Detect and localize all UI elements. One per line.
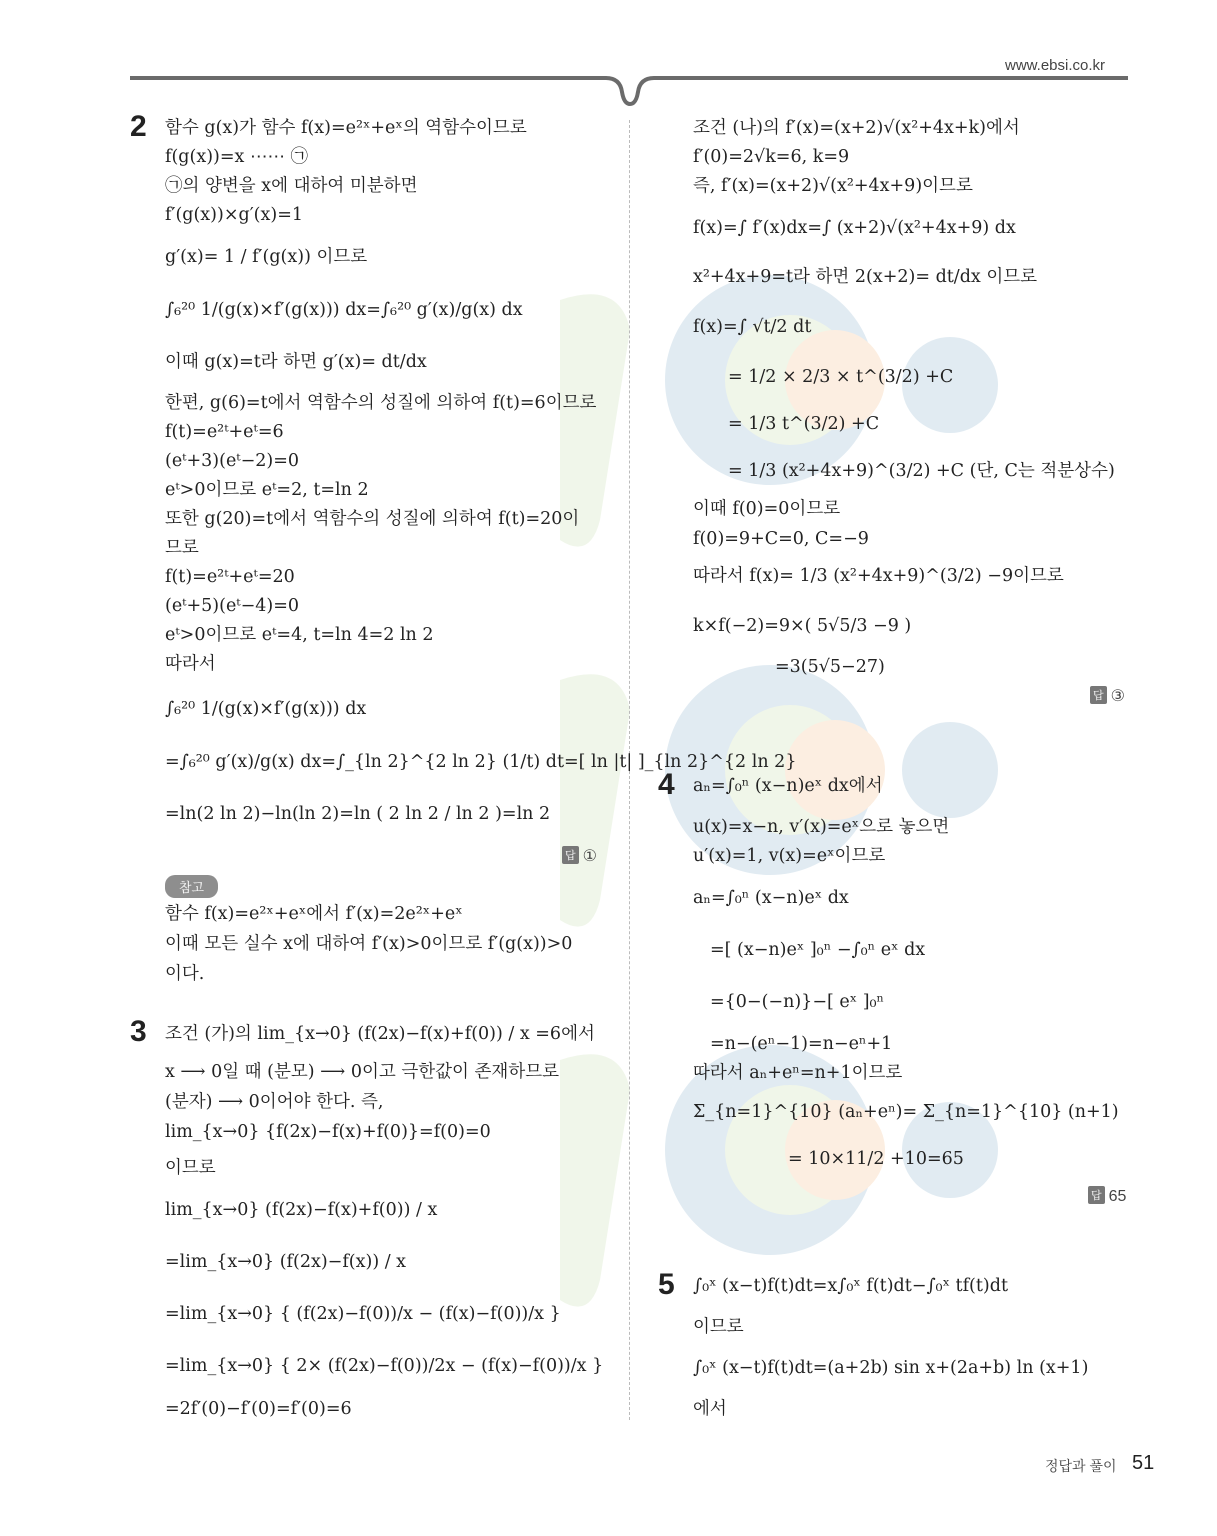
solution-line: 즉, f′(x)=(x+2)√(x²+4x+9)이므로	[693, 176, 973, 196]
solution-line: f(t)=e²ᵗ+eᵗ=20	[165, 567, 295, 587]
solution-line: 한편, g(6)=t에서 역함수의 성질에 의하여 f(t)=6이므로	[165, 393, 597, 413]
solution-line: =lim_{x→0} { 2× (f(2x)−f(0))/2x − (f(x)−f(0))/x }	[165, 1356, 604, 1376]
note-line: 함수 f(x)=e²ˣ+eˣ에서 f′(x)=2e²ˣ+eˣ	[165, 904, 463, 924]
answer-label: 답	[1088, 1186, 1105, 1204]
solution-line: =3(5√5−27)	[775, 657, 885, 677]
solution-line: ∫₆²⁰ 1/(g(x)×f′(g(x))) dx=∫₆²⁰ g′(x)/g(x) dx	[165, 300, 523, 320]
solution-line: Σ_{n=1}^{10} (aₙ+eⁿ)= Σ_{n=1}^{10} (n+1)	[693, 1102, 1119, 1122]
solution-line: = 1/3 t^(3/2) +C	[728, 414, 880, 434]
solution-line: aₙ=∫₀ⁿ (x−n)eˣ dx	[693, 888, 849, 908]
solution-line: ㉠의 양변을 x에 대하여 미분하면	[165, 176, 418, 196]
solution-line: =n−(eⁿ−1)=n−eⁿ+1	[710, 1034, 893, 1054]
solution-line: =∫₆²⁰ g′(x)/g(x) dx=∫_{ln 2}^{2 ln 2} (1/t) dt=[ ln |t| ]_{ln 2}^{2 ln 2}	[165, 752, 797, 772]
solution-line: lim_{x→0} {f(2x)−f(x)+f(0)}=f(0)=0	[165, 1122, 491, 1142]
solution-line: ∫₆²⁰ 1/(g(x)×f′(g(x))) dx	[165, 699, 367, 719]
solution-line: eᵗ>0이므로 eᵗ=2, t=ln 2	[165, 480, 369, 500]
answer-label: 답	[1090, 686, 1107, 704]
solution-line: u′(x)=1, v(x)=eˣ이므로	[693, 846, 886, 866]
solution-line: ={0−(−n)}−[ eˣ ]₀ⁿ	[710, 992, 885, 1012]
solution-line: 따라서	[165, 654, 216, 674]
solution-line: =[ (x−n)eˣ ]₀ⁿ −∫₀ⁿ eˣ dx	[710, 940, 926, 960]
solution-line: eᵗ>0이므로 eᵗ=4, t=ln 4=2 ln 2	[165, 625, 434, 645]
problem-number: 3	[130, 1015, 147, 1048]
solution-line: =2f′(0)−f′(0)=f′(0)=6	[165, 1399, 352, 1419]
solution-line: 또한 g(20)=t에서 역함수의 성질에 의하여 f(t)=20이	[165, 509, 580, 529]
solution-line: ∫₀ˣ (x−t)f(t)dt=(a+2b) sin x+(2a+b) ln (x+1)	[693, 1358, 1089, 1378]
answer-marker	[1090, 686, 1125, 706]
solution-line: =lim_{x→0} (f(2x)−f(x)) / x	[165, 1252, 407, 1272]
solution-line: x²+4x+9=t라 하면 2(x+2)= dt/dx 이므로	[693, 267, 1038, 287]
solution-line: 이때 f(0)=0이므로	[693, 499, 841, 519]
solution-line: =ln(2 ln 2)−ln(ln 2)=ln ( 2 ln 2 / ln 2 )=ln 2	[165, 804, 551, 824]
solution-line: = 1/2 × 2/3 × t^(3/2) +C	[728, 367, 954, 387]
solution-line: 함수 g(x)가 함수 f(x)=e²ˣ+eˣ의 역함수이므로	[165, 118, 527, 138]
footer-label: 정답과 풀이	[1045, 1458, 1117, 1474]
solution-line: 조건 (가)의 lim_{x→0} (f(2x)−f(x)+f(0)) / x =6에서	[165, 1024, 595, 1044]
solution-line: f(0)=9+C=0, C=−9	[693, 529, 869, 549]
solution-line: 따라서 f(x)= 1/3 (x²+4x+9)^(3/2) −9이므로	[693, 566, 1064, 586]
note-line: 이때 모든 실수 x에 대하여 f′(x)>0이므로 f′(g(x))>0	[165, 934, 573, 954]
note-line: 이다.	[165, 964, 205, 984]
solution-line: 므로	[165, 538, 199, 558]
solution-line: f(x)=∫ √t/2 dt	[693, 317, 812, 337]
solution-line: f(t)=e²ᵗ+eᵗ=6	[165, 422, 284, 442]
solution-line: (eᵗ+5)(eᵗ−4)=0	[165, 596, 300, 616]
solution-line: 조건 (나)의 f′(x)=(x+2)√(x²+4x+k)에서	[693, 118, 1020, 138]
answer-marker	[1088, 1186, 1126, 1206]
solution-line: f(g(x))=x ⋯⋯ ㉠	[165, 147, 309, 167]
problem-number: 5	[658, 1268, 675, 1301]
page-number: 51	[1132, 1452, 1155, 1474]
solution-line: f′(g(x))×g′(x)=1	[165, 205, 303, 225]
solution-line: 이므로	[165, 1158, 216, 1178]
solution-line: 따라서 aₙ+eⁿ=n+1이므로	[693, 1063, 903, 1083]
solution-line: lim_{x→0} (f(2x)−f(x)+f(0)) / x	[165, 1200, 438, 1220]
solution-line: =lim_{x→0} { (f(2x)−f(0))/x − (f(x)−f(0))/x }	[165, 1304, 561, 1324]
solution-line: = 10×11/2 +10=65	[788, 1149, 964, 1169]
solution-line: f′(0)=2√k=6, k=9	[693, 147, 850, 167]
problem-number: 2	[130, 110, 147, 143]
answer-label: 답	[562, 846, 579, 864]
solution-line: aₙ=∫₀ⁿ (x−n)eˣ dx에서	[693, 776, 883, 796]
solution-line: ∫₀ˣ (x−t)f(t)dt=x∫₀ˣ f(t)dt−∫₀ˣ tf(t)dt	[693, 1276, 1008, 1296]
solution-line: g′(x)= 1 / f′(g(x)) 이므로	[165, 247, 368, 267]
problem-number: 4	[658, 768, 675, 801]
solution-line: (분자) ⟶ 0이어야 한다. 즉,	[165, 1092, 384, 1112]
solution-line: x ⟶ 0일 때 (분모) ⟶ 0이고 극한값이 존재하므로	[165, 1062, 560, 1082]
solution-line: u(x)=x−n, v′(x)=eˣ으로 놓으면	[693, 817, 950, 837]
solution-line: k×f(−2)=9×( 5√5/3 −9 )	[693, 616, 912, 636]
note-tag: 참고	[165, 875, 218, 898]
solution-line: = 1/3 (x²+4x+9)^(3/2) +C (단, C는 적분상수)	[728, 461, 1115, 481]
answer-value: ③	[1110, 688, 1125, 705]
answer-value: 65	[1108, 1188, 1127, 1205]
site-url[interactable]: www.ebsi.co.kr	[1005, 57, 1106, 74]
solution-line: 이때 g(x)=t라 하면 g′(x)= dt/dx	[165, 352, 427, 372]
solution-line: 에서	[693, 1399, 727, 1419]
solution-line: 이므로	[693, 1317, 744, 1337]
solution-line: (eᵗ+3)(eᵗ−2)=0	[165, 451, 300, 471]
answer-marker	[562, 846, 597, 866]
header-rule	[0, 0, 1217, 120]
answer-value: ①	[582, 848, 597, 865]
solution-line: f(x)=∫ f′(x)dx=∫ (x+2)√(x²+4x+9) dx	[693, 218, 1016, 238]
